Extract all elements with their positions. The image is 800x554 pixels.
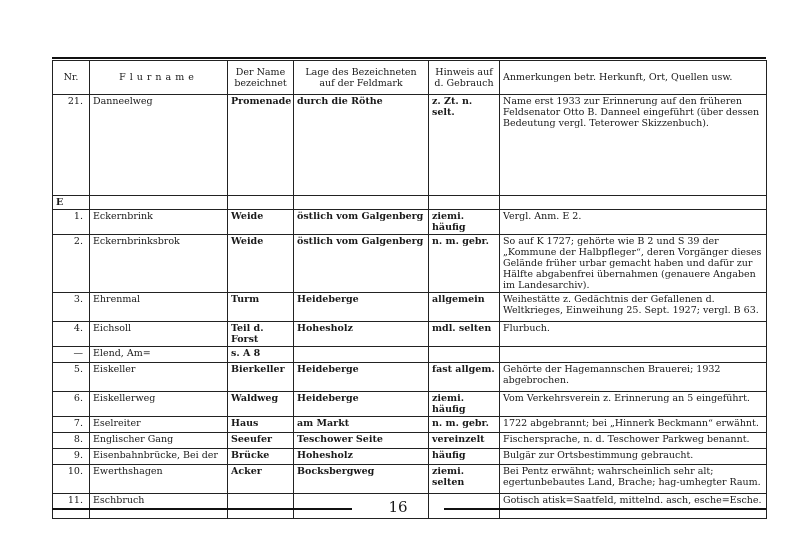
table-row (53, 363, 767, 392)
row-nr: 6. (53, 392, 90, 417)
table-row (53, 347, 767, 363)
row-nr: 7. (53, 417, 90, 433)
row-flurname: Eiskeller (90, 363, 228, 392)
row-hinweis: n. m. gebr. (429, 417, 500, 433)
row-hinweis: ziemi. selten (429, 465, 500, 494)
row-anmerkung: Bei Pentz erwähnt; wahrscheinlich sehr alt; egertunbebautes Land, Brache; hag-umhegter Raum. (500, 465, 767, 494)
row-nr: 5. (53, 363, 90, 392)
table-header-row (53, 61, 767, 95)
row-hinweis (429, 347, 500, 363)
row-lage: Teschower Seite (294, 433, 429, 449)
row-hinweis: fast allgem. (429, 363, 500, 392)
row-flurname: Eckernbrink (90, 210, 228, 235)
row-bezeichnet: Seeufer (228, 433, 294, 449)
row-nr: 9. (53, 449, 90, 465)
header-flurname: Flurname (90, 61, 228, 95)
row-anmerkung (500, 347, 767, 363)
row-hinweis: z. Zt. n. selt. (429, 95, 500, 196)
row-nr: 2. (53, 235, 90, 293)
row-bezeichnet: Bierkeller (228, 363, 294, 392)
flurnamen-table (52, 60, 767, 519)
footer-rule-right (444, 508, 766, 510)
row-flurname: Eisenbahnbrücke, Bei der (90, 449, 228, 465)
footer (52, 497, 766, 521)
row-anmerkung: Gehörte der Hagemannschen Brauerei; 1932 abgebrochen. (500, 363, 767, 392)
row-nr: 10. (53, 465, 90, 494)
header-der-name: Der Name bezeichnet (228, 61, 294, 95)
row-flurname: Eselreiter (90, 417, 228, 433)
row-hinweis: ziemi. häufig (429, 392, 500, 417)
row-lage: östlich vom Galgenberg (294, 235, 429, 293)
row-nr: 1. (53, 210, 90, 235)
table-row (53, 433, 767, 449)
row-bezeichnet: Weide (228, 210, 294, 235)
table-row (53, 417, 767, 433)
section-row (53, 196, 767, 210)
row-flurname: Eschbruch (90, 494, 228, 519)
row-flurname: Eiskellerweg (90, 392, 228, 417)
table-row (53, 465, 767, 494)
row-lage: Bocksbergweg (294, 465, 429, 494)
row-lage: Heideberge (294, 392, 429, 417)
row-hinweis: häufig (429, 449, 500, 465)
row-bezeichnet: Haus (228, 417, 294, 433)
row-anmerkung: Weihestätte z. Gedächtnis der Gefallenen d. Weltkrieges, Einweihung 25. Sept. 1927; vergl. B 63. (500, 293, 767, 322)
table-row (53, 95, 767, 196)
row-anmerkung: So auf K 1727; gehörte wie B 2 und S 39 der „Kommune der Halbpfleger“, deren Vorgänger dieses Gelände früher urbar gemacht haben und dafür zur Hälfte abgabenfrei übernahmen (genauere Angaben im Landesarchiv). (500, 235, 767, 293)
row-bezeichnet: Turm (228, 293, 294, 322)
row-hinweis: mdl. selten (429, 322, 500, 347)
row-nr: 11. (53, 494, 90, 519)
row-anmerkung: Name erst 1933 zur Erinnerung auf den früheren Feldsenator Otto B. Danneel eingeführt (über dessen Bedeutung vergl. Teterower Skizzenbuch). (500, 95, 767, 196)
table-row (53, 235, 767, 293)
row-nr: 3. (53, 293, 90, 322)
row-flurname: Eichsoll (90, 322, 228, 347)
row-bezeichnet: Acker (228, 465, 294, 494)
row-anmerkung: Fischersprache, n. d. Teschower Parkweg benannt. (500, 433, 767, 449)
row-flurname: Ewerthshagen (90, 465, 228, 494)
row-lage: östlich vom Galgenberg (294, 210, 429, 235)
row-flurname: Eckernbrinksbrok (90, 235, 228, 293)
row-flurname: Danneelweg (90, 95, 228, 196)
header-lage: Lage des Bezeichneten auf der Feldmark (294, 61, 429, 95)
row-lage: am Markt (294, 417, 429, 433)
row-lage: Hohesholz (294, 449, 429, 465)
footer-rule-left (52, 508, 352, 510)
row-anmerkung: Bulgär zur Ortsbestimmung gebraucht. (500, 449, 767, 465)
top-rule (52, 57, 766, 59)
table-row (53, 392, 767, 417)
row-bezeichnet: Weide (228, 235, 294, 293)
header-anmerkungen: Anmerkungen betr. Herkunft, Ort, Quellen usw. (500, 61, 767, 95)
row-nr: 4. (53, 322, 90, 347)
row-nr: 8. (53, 433, 90, 449)
row-hinweis: n. m. gebr. (429, 235, 500, 293)
row-lage: Heideberge (294, 363, 429, 392)
row-nr: 21. (53, 95, 90, 196)
row-bezeichnet: Waldweg (228, 392, 294, 417)
row-hinweis: allgemein (429, 293, 500, 322)
row-nr: — (53, 347, 90, 363)
row-bezeichnet: Brücke (228, 449, 294, 465)
header-hinweis: Hinweis auf d. Gebrauch (429, 61, 500, 95)
row-lage: Hohesholz (294, 322, 429, 347)
row-anmerkung: Vergl. Anm. E 2. (500, 210, 767, 235)
row-anmerkung: Flurbuch. (500, 322, 767, 347)
table-row (53, 293, 767, 322)
header-nr: Nr. (53, 61, 90, 95)
table-row (53, 322, 767, 347)
row-bezeichnet: s. A 8 (228, 347, 294, 363)
row-lage: Heideberge (294, 293, 429, 322)
row-hinweis: ziemi. häufig (429, 210, 500, 235)
table-row (53, 449, 767, 465)
row-anmerkung: 1722 abgebrannt; bei „Hinnerk Beckmann“ erwähnt. (500, 417, 767, 433)
row-flurname: Ehrenmal (90, 293, 228, 322)
row-flurname: Elend, Am= (90, 347, 228, 363)
row-lage: durch die Röthe (294, 95, 429, 196)
table-row (53, 210, 767, 235)
row-flurname: Englischer Gang (90, 433, 228, 449)
row-anmerkung: Gotisch atisk=Saatfeld, mittelnd. asch, esche=Esche. (500, 494, 767, 519)
row-anmerkung: Vom Verkehrsverein z. Erinnerung an 5 eingeführt. (500, 392, 767, 417)
row-bezeichnet: Promenade (228, 95, 294, 196)
section-letter: E (53, 196, 90, 210)
row-lage (294, 347, 429, 363)
page-number: 16 (388, 498, 408, 516)
row-hinweis: vereinzelt (429, 433, 500, 449)
row-bezeichnet: Teil d. Forst (228, 322, 294, 347)
